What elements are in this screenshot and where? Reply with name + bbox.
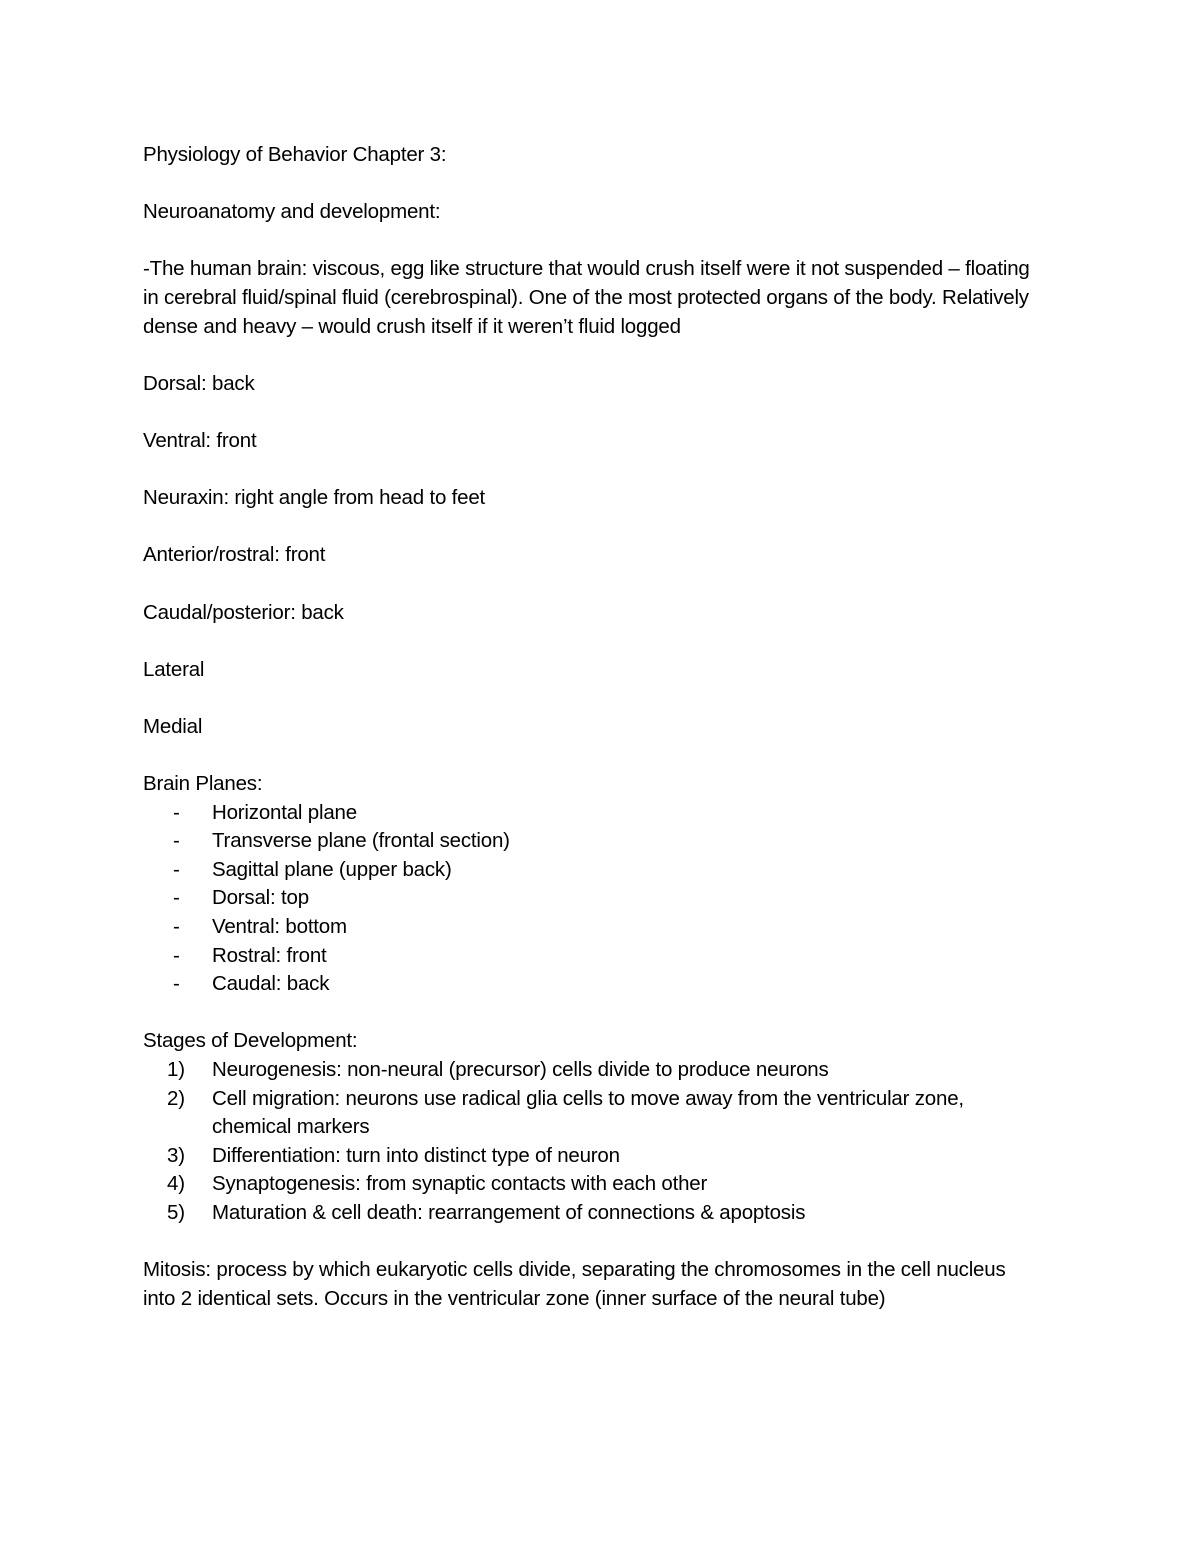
term-lateral: Lateral [143, 657, 205, 681]
dash-bullet: - [173, 915, 180, 939]
term-medial: Medial [143, 714, 203, 738]
stages-heading: Stages of Development: [143, 1029, 358, 1053]
list-item [143, 1199, 1043, 1228]
list-item [143, 942, 1043, 971]
list-item-text: Maturation & cell death: rearrangement of connections & apoptosis [212, 1200, 806, 1224]
section-heading: Neuroanatomy and development: [143, 200, 441, 224]
list-item-text: Transverse plane (frontal section) [212, 829, 510, 853]
list-item [143, 827, 1043, 856]
dash-bullet: - [173, 943, 180, 967]
list-item-text: Horizontal plane [212, 800, 357, 824]
list-item [143, 884, 1043, 913]
list-number: 2) [167, 1086, 185, 1110]
list-item-text: Differentiation: turn into distinct type of neuron [212, 1143, 620, 1167]
list-item [143, 913, 1043, 942]
stages-list [143, 1056, 1043, 1228]
brain-planes-list [143, 799, 1043, 999]
list-item-text: Cell migration: neurons use radical glia cells to move away from the ventricular zone, chemical markers [212, 1086, 964, 1139]
list-item-text: Synaptogenesis: from synaptic contacts with each other [212, 1172, 708, 1196]
list-item-text: Neurogenesis: non-neural (precursor) cells divide to produce neurons [212, 1058, 829, 1081]
list-item [143, 856, 1043, 885]
list-item-text: Sagittal plane (upper back) [212, 857, 452, 881]
dash-bullet: - [173, 829, 180, 853]
list-item [143, 1170, 1043, 1199]
list-number: 1) [167, 1058, 185, 1081]
list-item [143, 1056, 1043, 1085]
list-number: 3) [167, 1143, 185, 1167]
list-item-text: Ventral: bottom [212, 915, 347, 939]
document-body [143, 141, 1043, 1342]
term-ventral: Ventral: front [143, 428, 257, 452]
brain-planes-heading: Brain Planes: [143, 772, 263, 796]
list-item [143, 1085, 1043, 1142]
list-number: 5) [167, 1200, 185, 1224]
list-item-text: Dorsal: top [212, 886, 309, 910]
dash-bullet: - [173, 886, 180, 910]
list-item-text: Rostral: front [212, 943, 327, 967]
term-neuraxin: Neuraxin: right angle from head to feet [143, 486, 486, 510]
list-number: 4) [167, 1172, 185, 1196]
term-dorsal: Dorsal: back [143, 371, 255, 395]
term-caudal: Caudal/posterior: back [143, 600, 344, 624]
list-item-text: Caudal: back [212, 972, 330, 996]
list-item [143, 799, 1043, 828]
dash-bullet: - [173, 857, 180, 881]
dash-bullet: - [173, 800, 180, 824]
document-title: Physiology of Behavior Chapter 3: [143, 143, 447, 166]
term-anterior: Anterior/rostral: front [143, 543, 326, 567]
intro-paragraph: -The human brain: viscous, egg like structure that would crush itself were it not suspended – floating in cerebral fluid/spinal fluid (cerebrospinal). One of the most protected organs of the body. Relatively dense and heavy – would crush itself if it weren’t fluid logged [143, 257, 1030, 338]
list-item [143, 1142, 1043, 1171]
mitosis-paragraph: Mitosis: process by which eukaryotic cells divide, separating the chromosomes in the cell nucleus into 2 identical sets. Occurs in the ventricular zone (inner surface of the neural tube) [143, 1258, 1006, 1310]
dash-bullet: - [173, 972, 180, 996]
list-item [143, 970, 1043, 999]
